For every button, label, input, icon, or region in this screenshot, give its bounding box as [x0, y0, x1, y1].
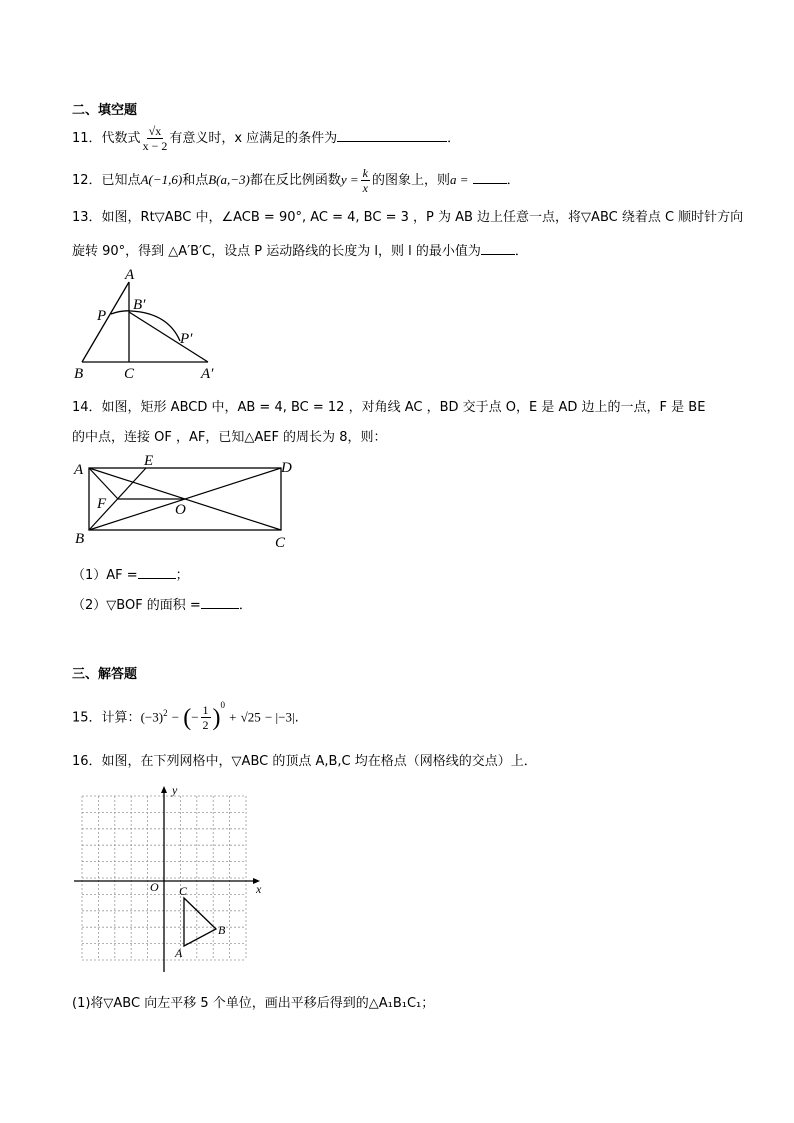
negative-sign: − — [191, 709, 199, 725]
question-14-line-1 — [72, 396, 705, 415]
label-p: P — [97, 308, 107, 324]
question-text: 和点 — [182, 173, 209, 188]
question-12 — [72, 164, 520, 197]
answer-blank[interactable] — [473, 171, 507, 184]
question-number: 11． — [72, 131, 102, 146]
label-b: B — [74, 366, 84, 382]
label-b-prime: B′ — [133, 297, 146, 313]
label-p-prime: P′ — [180, 331, 193, 347]
operator: + — [229, 709, 237, 725]
question-14-line-2 — [72, 426, 386, 445]
answer-blank[interactable] — [138, 566, 176, 579]
question-number: 14． — [72, 400, 102, 415]
question-16 — [72, 750, 537, 769]
label-a-prime: A′ — [201, 366, 214, 382]
figure-q14-rectangle — [70, 452, 300, 552]
fraction-half — [201, 704, 211, 731]
variable: a = — [449, 172, 469, 187]
question-text: 代数式 — [101, 131, 141, 146]
question-14-sub-2 — [72, 594, 252, 613]
answer-blank[interactable] — [337, 129, 447, 142]
y-axis-arrow — [161, 786, 167, 793]
function-label: y = — [340, 172, 359, 187]
punctuation: ． — [506, 173, 520, 188]
question-text: （2）▽BOF 的面积 = — [72, 598, 201, 613]
question-text: 如图，Rt▽ABC 中，∠ACB = 90°, AC = 4, BC = 3 ，P 为 AB 边上任意一点，将▽ABC 绕着点 C 顺时针方向 — [101, 210, 744, 225]
label-c: C — [124, 366, 135, 382]
triangle-abc — [184, 898, 216, 946]
arc-path-p — [131, 311, 180, 341]
right-paren: ) — [212, 704, 221, 731]
question-text: 的图象上，则 — [371, 173, 450, 188]
question-text: （1）AF = — [72, 568, 138, 583]
answer-blank[interactable] — [481, 242, 515, 255]
label-o: O — [150, 880, 159, 894]
punctuation: ． — [447, 131, 461, 146]
segment-b2a2 — [129, 312, 208, 362]
label-a: A — [175, 946, 183, 960]
question-13-line-2 — [72, 240, 528, 259]
figure-q13-triangle — [70, 265, 230, 383]
exponent: 0 — [220, 700, 226, 710]
label-o: O — [175, 502, 186, 518]
question-text: 计算： — [101, 710, 141, 726]
answer-blank[interactable] — [201, 596, 239, 609]
punctuation: ． — [238, 598, 252, 613]
punctuation: . — [294, 710, 299, 726]
punctuation: ； — [175, 568, 189, 583]
label-d: D — [281, 460, 292, 476]
label-a: A — [125, 267, 135, 283]
question-text: 都在反比例函数 — [249, 173, 341, 188]
fraction — [361, 167, 370, 194]
label-y: y — [172, 783, 178, 797]
question-number: 15． — [72, 710, 102, 726]
fraction-denominator: 2 — [202, 718, 209, 733]
section-title-fill-blank: 二、填空题 — [72, 103, 138, 118]
label-c: C — [275, 535, 286, 551]
arc-small — [111, 311, 131, 314]
exponent: 2 — [163, 708, 168, 718]
fraction-numerator: √x — [148, 124, 162, 138]
question-11 — [72, 123, 460, 155]
question-16-sub-1: (1)将▽ABC 向左平移 5 个单位，画出平移后得到的△A₁B₁C₁； — [72, 996, 435, 1011]
square-root: √25 — [240, 709, 261, 725]
left-paren: ( — [183, 704, 192, 731]
question-13-line-1 — [72, 206, 743, 225]
question-14-sub-1 — [72, 564, 189, 583]
punctuation: ． — [514, 244, 528, 259]
question-text: 的中点，连接 OF ，AF，已知△AEF 的周长为 8，则： — [72, 430, 387, 445]
fraction-denominator: x − 2 — [142, 139, 168, 153]
question-text: 已知点 — [101, 173, 141, 188]
label-b: B — [218, 923, 226, 937]
question-number: 16． — [72, 754, 102, 769]
question-text: 如图，在下列网格中，▽ABC 的顶点 A,B,C 均在格点（网格线的交点）上． — [101, 754, 537, 769]
label-b: B — [75, 531, 85, 547]
section-title-solve: 三、解答题 — [72, 667, 138, 682]
operator: − — [171, 709, 180, 725]
point-a: A(−1,6) — [140, 172, 183, 187]
label-x: x — [256, 882, 262, 896]
question-number: 13． — [72, 210, 102, 225]
label-e: E — [144, 453, 154, 469]
question-text: 有意义时，x 应满足的条件为 — [169, 131, 338, 146]
question-15 — [72, 696, 299, 735]
fraction — [143, 125, 168, 152]
expression-term: − |−3| — [264, 709, 295, 725]
question-text: 旋转 90°，得到 △A′B′C，设点 P 运动路线的长度为 l，则 l 的最小值为 — [72, 244, 481, 259]
fraction-numerator: 1 — [202, 703, 209, 718]
point-b: B(a,−3) — [208, 172, 250, 187]
question-text: 如图，矩形 ABCD 中，AB = 4, BC = 12 ，对角线 AC ，BD 交于点 O，E 是 AD 边上的一点，F 是 BE — [101, 400, 706, 415]
question-number: 12． — [72, 173, 102, 188]
label-c: C — [179, 884, 188, 898]
fraction-numerator: k — [362, 166, 368, 180]
figure-q16-grid — [70, 778, 270, 976]
fraction-denominator: x — [362, 181, 368, 195]
label-f: F — [97, 496, 107, 512]
label-a: A — [74, 462, 84, 478]
expression-term: (−3) — [140, 709, 164, 725]
